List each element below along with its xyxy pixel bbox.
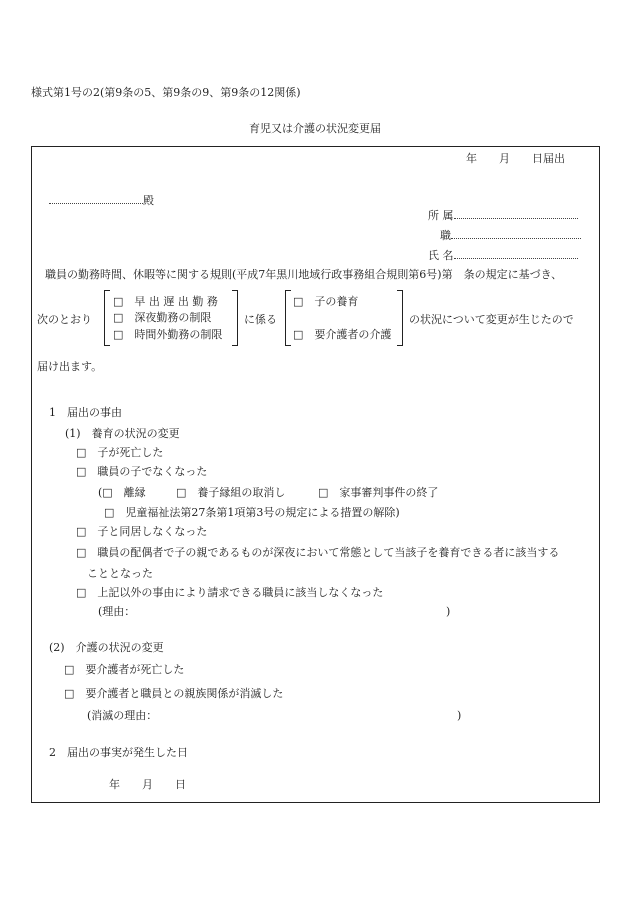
situations-right-bracket	[397, 290, 403, 346]
dept-label: 所 属	[428, 209, 454, 222]
restriction-label-night: 深夜勤務の制限	[134, 311, 212, 324]
checkbox-nursing[interactable]: □	[293, 328, 304, 341]
reason-field-close: )	[446, 605, 451, 618]
item-other-reason[interactable]	[76, 586, 383, 600]
section1-sub1-heading: (1) 養育の状況の変更	[65, 427, 180, 440]
extinction-reason-open[interactable]: (消滅の理由：	[87, 709, 158, 722]
option-adoption-cancel[interactable]: □ 養子縁組の取消し	[176, 486, 286, 499]
addressee-line[interactable]	[49, 193, 154, 208]
submission-date: 年 月 日届出	[466, 152, 565, 165]
restriction-night[interactable]	[113, 311, 211, 325]
checkbox[interactable]: □	[76, 465, 87, 478]
situation-childcare[interactable]	[293, 295, 358, 309]
checkbox-night[interactable]: □	[113, 311, 124, 324]
checkbox-childcare[interactable]: □	[293, 295, 304, 308]
intro-suffix: の状況について変更が生じたので	[409, 313, 574, 326]
item-label: 子が死亡した	[97, 446, 164, 459]
item-spouse-can-care[interactable]	[76, 546, 559, 560]
intro-line3: 届け出ます。	[37, 360, 103, 373]
occurrence-date[interactable]: 年 月 日	[109, 778, 186, 791]
checkbox[interactable]: □	[64, 687, 75, 700]
restrictions-left-bracket	[104, 290, 110, 346]
restrictions-right-bracket	[232, 290, 238, 346]
item-spouse-can-care-cont: こととなった	[87, 567, 153, 580]
checkbox[interactable]: □	[76, 446, 87, 459]
applicant-name[interactable]	[428, 248, 578, 263]
item-not-living-together[interactable]	[76, 525, 207, 539]
checkbox[interactable]: □	[76, 546, 87, 559]
situation-label-childcare: 子の養育	[314, 295, 359, 308]
item-no-longer-child[interactable]	[76, 465, 207, 479]
name-label: 氏 名	[428, 249, 454, 262]
restriction-label-overtime: 時間外勤務の制限	[134, 328, 223, 341]
section2-heading: 2 届出の事実が発生した日	[49, 746, 188, 759]
situation-nursing[interactable]	[293, 328, 391, 342]
applicant-dept[interactable]	[428, 208, 578, 223]
form-title: 育児又は介護の状況変更届	[249, 122, 381, 135]
item-label: 要介護者が死亡した	[85, 663, 185, 676]
checkbox[interactable]: □	[64, 663, 75, 676]
item-relation-ended[interactable]	[64, 687, 283, 701]
restriction-overtime[interactable]	[113, 328, 222, 342]
item-care-recipient-died[interactable]	[64, 663, 184, 677]
checkbox-overtime[interactable]: □	[113, 328, 124, 341]
situations-left-bracket	[285, 290, 291, 346]
restriction-early-late[interactable]	[113, 295, 218, 309]
option-child-welfare[interactable]: □ 児童福祉法第27条第1項第3号の規定による措置の解除)	[104, 506, 400, 519]
post-label: 職	[440, 229, 451, 242]
checkbox[interactable]: □	[76, 525, 87, 538]
option-family-court[interactable]: □ 家事審判事件の終了	[318, 486, 439, 499]
intro-line1: 職員の勤務時間、休暇等に関する規則(平成7年黒川地域行政事務組合規則第6号)第 条の規定に基づき、	[45, 268, 563, 281]
extinction-reason-close: )	[457, 709, 462, 722]
intro-connector: に係る	[244, 313, 277, 326]
item-label: 職員の配偶者で子の親であるものが深夜において常態として当該子を養育できる者に該当する	[97, 546, 560, 559]
intro-prefix: 次のとおり	[37, 313, 92, 326]
form-number: 様式第1号の2(第9条の5、第9条の9、第9条の12関係)	[31, 86, 301, 99]
item-label: 要介護者と職員との親族関係が消滅した	[85, 687, 284, 700]
situation-label-nursing: 要介護者の介護	[314, 328, 392, 341]
item-label: 子と同居しなくなった	[97, 525, 208, 538]
checkbox[interactable]: □	[76, 586, 87, 599]
item-label: 上記以外の事由により請求できる職員に該当しなくなった	[97, 586, 384, 599]
reason-field-open[interactable]: (理由：	[98, 605, 136, 618]
addressee-suffix: 殿	[143, 194, 154, 207]
section1-sub2-heading: (2) 介護の状況の変更	[49, 641, 164, 654]
section1-heading: 1 届出の事由	[49, 406, 122, 419]
item-label: 職員の子でなくなった	[97, 465, 208, 478]
checkbox-early-late[interactable]: □	[113, 295, 124, 308]
item-child-died[interactable]	[76, 446, 163, 460]
applicant-post[interactable]	[440, 228, 581, 243]
restriction-label-early-late: 早 出 遅 出 勤 務	[134, 295, 218, 308]
option-dissolution[interactable]: (□ 離縁	[98, 486, 146, 499]
